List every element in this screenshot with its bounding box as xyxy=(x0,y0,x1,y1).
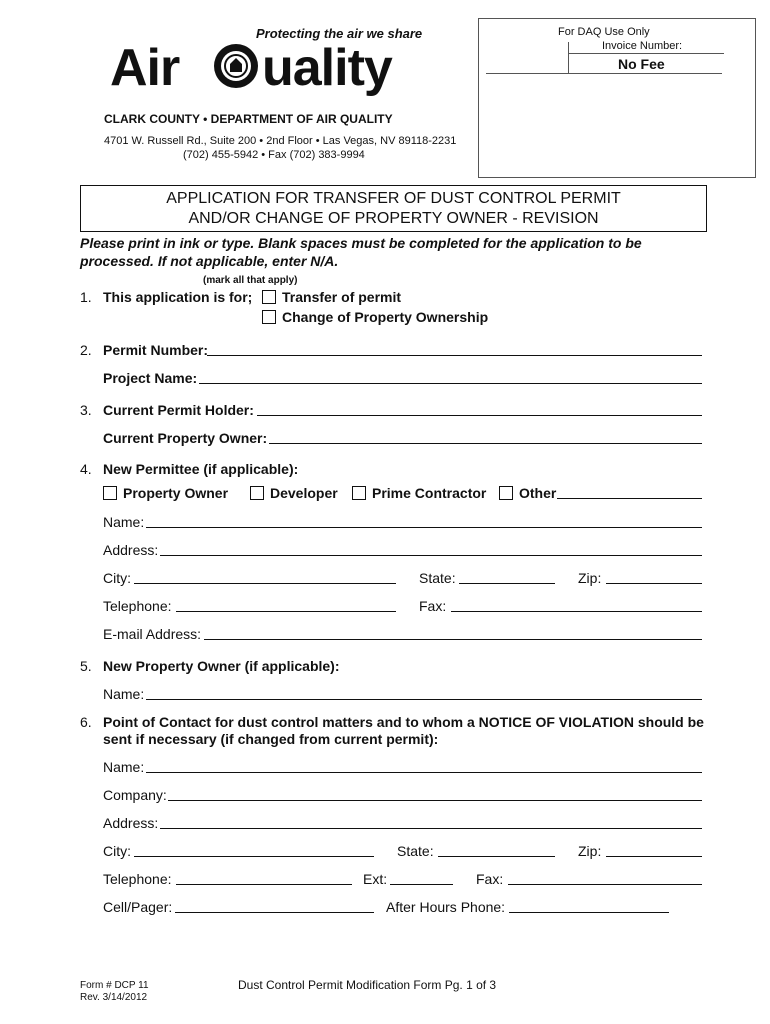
department-name: CLARK COUNTY • DEPARTMENT OF AIR QUALITY xyxy=(104,112,393,126)
mark-all-note: (mark all that apply) xyxy=(203,275,298,286)
permittee-telephone-field[interactable] xyxy=(176,611,396,612)
department-address: 4701 W. Russell Rd., Suite 200 • 2nd Floor • Las Vegas, NV 89118-2231 xyxy=(104,135,457,147)
permittee-email-field[interactable] xyxy=(204,639,702,640)
permittee-city-field[interactable] xyxy=(134,583,396,584)
contact-fax-field[interactable] xyxy=(508,884,702,885)
contact-telephone-field[interactable] xyxy=(176,884,352,885)
property-owner-checkbox[interactable] xyxy=(103,486,117,500)
developer-checkbox[interactable] xyxy=(250,486,264,500)
contact-address-label: Address: xyxy=(103,815,159,831)
other-label: Other xyxy=(519,485,557,501)
section-5-number: 5. xyxy=(80,658,92,674)
instructions: Please print in ink or type. Blank spaces must be completed for the application to be processed. If not applicable, enter N/A. xyxy=(80,235,642,269)
permittee-address-field[interactable] xyxy=(160,555,702,556)
current-property-owner-field[interactable] xyxy=(269,443,702,444)
footer-page-info: Dust Control Permit Modification Form Pg. 1 of 3 xyxy=(238,978,497,992)
logo-tagline: Protecting the air we share xyxy=(256,26,423,41)
logo-air-text: Air xyxy=(110,39,180,97)
form-title-line1: APPLICATION FOR TRANSFER OF DUST CONTROL PERMIT xyxy=(166,190,621,207)
point-of-contact-label-line2: sent if necessary (if changed from current permit): xyxy=(103,731,439,747)
project-name-label: Project Name: xyxy=(103,370,198,386)
other-checkbox[interactable] xyxy=(499,486,513,500)
invoice-number-label: Invoice Number: xyxy=(602,40,683,52)
point-of-contact-label-line1: Point of Contact for dust control matters and to whom a NOTICE OF VIOLATION should be xyxy=(103,714,704,730)
property-owner-name-field[interactable] xyxy=(146,699,702,700)
prime-contractor-label: Prime Contractor xyxy=(372,485,487,501)
section-3-number: 3. xyxy=(80,402,92,418)
prime-contractor-checkbox[interactable] xyxy=(352,486,366,500)
section-1-number: 1. xyxy=(80,289,92,305)
form-title-line2: AND/OR CHANGE OF PROPERTY OWNER - REVISION xyxy=(188,210,599,227)
permittee-address-label: Address: xyxy=(103,542,159,558)
project-name-field[interactable] xyxy=(199,383,702,384)
permittee-fax-label: Fax: xyxy=(419,598,447,614)
fee-value: No Fee xyxy=(618,56,665,72)
developer-label: Developer xyxy=(270,485,338,501)
contact-after-hours-label: After Hours Phone: xyxy=(386,899,506,915)
contact-address-field[interactable] xyxy=(160,828,702,829)
change-ownership-label: Change of Property Ownership xyxy=(282,309,489,325)
contact-zip-field[interactable] xyxy=(606,856,702,857)
change-ownership-checkbox[interactable] xyxy=(262,310,276,324)
invoice-number-line xyxy=(568,53,724,54)
contact-telephone-label: Telephone: xyxy=(103,871,172,887)
current-property-owner-label: Current Property Owner: xyxy=(103,430,268,446)
contact-ext-label: Ext: xyxy=(363,871,388,887)
current-permit-holder-field[interactable] xyxy=(257,415,702,416)
section-2-number: 2. xyxy=(80,342,92,358)
permittee-telephone-label: Telephone: xyxy=(103,598,172,614)
permittee-city-label: City: xyxy=(103,570,131,586)
contact-cell-field[interactable] xyxy=(175,912,374,913)
permittee-name-label: Name: xyxy=(103,514,145,530)
other-field[interactable] xyxy=(557,498,702,499)
contact-state-field[interactable] xyxy=(438,856,555,857)
other-option[interactable] xyxy=(499,485,556,501)
transfer-of-permit-label: Transfer of permit xyxy=(282,289,402,305)
permittee-email-label: E-mail Address: xyxy=(103,626,202,642)
contact-ext-field[interactable] xyxy=(390,884,453,885)
permittee-state-field[interactable] xyxy=(459,583,555,584)
transfer-of-permit-option[interactable] xyxy=(262,289,401,305)
fee-line xyxy=(486,73,722,74)
new-property-owner-label: New Property Owner (if applicable): xyxy=(103,658,340,674)
contact-company-field[interactable] xyxy=(168,800,702,801)
permittee-state-label: State: xyxy=(419,570,456,586)
section-1-label: This application is for; xyxy=(103,289,253,305)
daq-use-only-title: For DAQ Use Only xyxy=(558,26,650,38)
contact-name-field[interactable] xyxy=(146,772,702,773)
new-permittee-label: New Permittee (if applicable): xyxy=(103,461,299,477)
permittee-fax-field[interactable] xyxy=(451,611,702,612)
permittee-zip-field[interactable] xyxy=(606,583,702,584)
developer-option[interactable] xyxy=(250,485,338,501)
footer-form-info xyxy=(80,980,149,1004)
contact-cell-label: Cell/Pager: xyxy=(103,899,173,915)
contact-name-label: Name: xyxy=(103,759,145,775)
contact-zip-label: Zip: xyxy=(578,843,602,859)
transfer-of-permit-checkbox[interactable] xyxy=(262,290,276,304)
property-owner-label: Property Owner xyxy=(123,485,229,501)
property-owner-name-label: Name: xyxy=(103,686,145,702)
logo-uality-text: uality xyxy=(262,39,392,97)
section-6-number: 6. xyxy=(80,714,92,730)
department-phone-fax: (702) 455-5942 • Fax (702) 383-9994 xyxy=(183,149,365,161)
contact-state-label: State: xyxy=(397,843,434,859)
contact-city-field[interactable] xyxy=(134,856,374,857)
clark-county-seal-icon xyxy=(212,42,260,90)
prime-contractor-option[interactable] xyxy=(352,485,486,501)
contact-fax-label: Fax: xyxy=(476,871,504,887)
section-4-number: 4. xyxy=(80,461,92,477)
permit-number-field[interactable] xyxy=(207,355,702,356)
current-permit-holder-label: Current Permit Holder: xyxy=(103,402,254,418)
change-ownership-option[interactable] xyxy=(262,309,488,325)
property-owner-option[interactable] xyxy=(103,485,228,501)
contact-after-hours-field[interactable] xyxy=(509,912,669,913)
contact-company-label: Company: xyxy=(103,787,167,803)
daq-divider xyxy=(568,42,569,74)
permittee-name-field[interactable] xyxy=(146,527,702,528)
footer-revision: Rev. 3/14/2012 xyxy=(80,992,148,1003)
permit-number-label: Permit Number: xyxy=(103,342,209,358)
footer-form-number: Form # DCP 11 xyxy=(80,980,149,991)
permittee-zip-label: Zip: xyxy=(578,570,602,586)
contact-city-label: City: xyxy=(103,843,131,859)
